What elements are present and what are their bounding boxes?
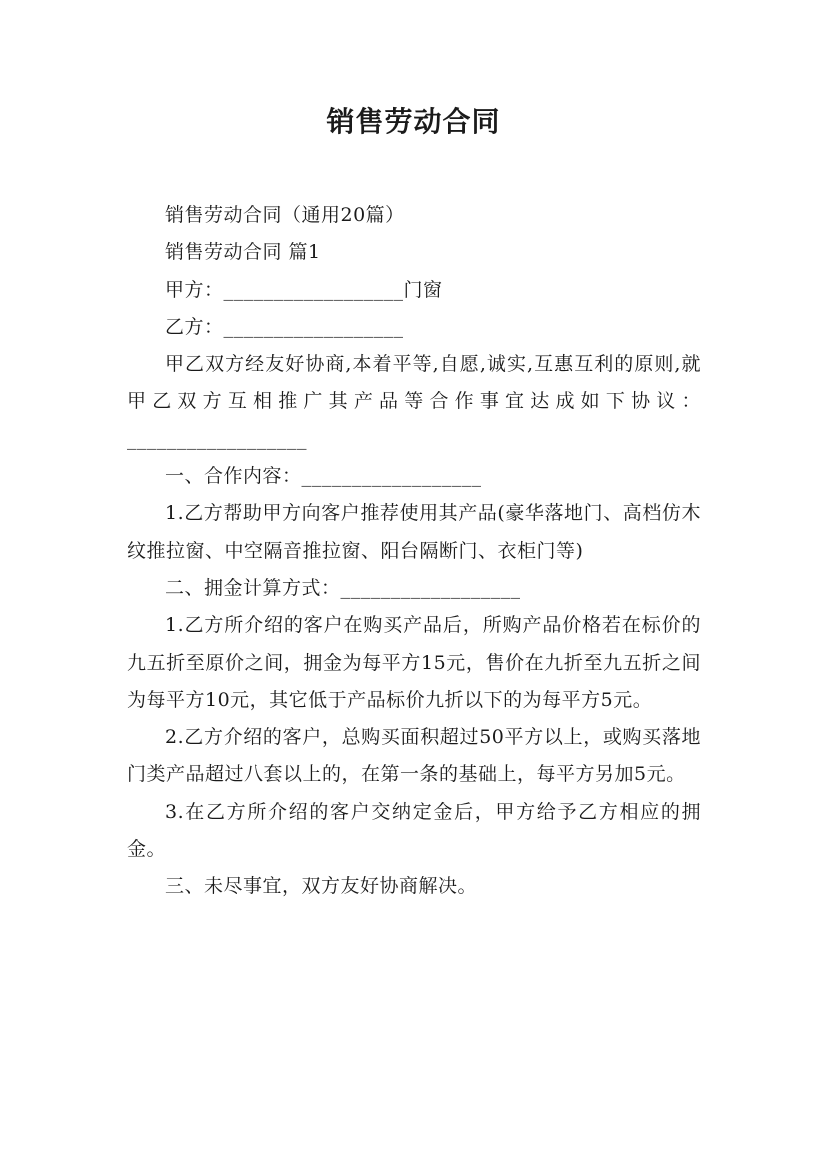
document-body bbox=[127, 197, 701, 906]
paragraph-party-a: 甲方：__________________门窗 bbox=[165, 278, 443, 301]
paragraph-party-b: 乙方：__________________ bbox=[165, 315, 404, 338]
document-title: 销售劳动合同 bbox=[326, 105, 501, 138]
paragraph-cooperation-item-1: 1.乙方帮助甲方向客户推荐使用其产品(豪华落地门、高档仿木纹推拉窗、中空隔音推拉窗、阳台隔断门、衣柜门等) bbox=[127, 502, 701, 562]
paragraph-commission-item-3: 3.在乙方所介绍的客户交纳定金后，甲方给予乙方相应的拥金。 bbox=[127, 800, 701, 861]
paragraph-cooperation-heading: 一、合作内容：__________________ bbox=[165, 465, 482, 488]
paragraph-commission-item-1: 1.乙方所介绍的客户在购买产品后，所购产品价格若在标价的九五折至原价之间，拥金为每平方15元，售价在九折至九五折之间为每平方10元，其它低于产品标价九折以下的为每平方5元。 bbox=[127, 614, 701, 711]
paragraph-subtitle: 销售劳动合同（通用20篇） bbox=[165, 204, 405, 226]
paragraph-preamble: 甲乙双方经友好协商,本着平等,自愿,诚实,互惠互利的原则,就甲乙双方互相推广其产品等合作事宜达成如下协议：__________________ bbox=[127, 353, 701, 450]
paragraph-commission-item-2: 2.乙方介绍的客户，总购买面积超过50平方以上，或购买落地门类产品超过八套以上的，在第一条的基础上，每平方另加5元。 bbox=[127, 726, 701, 786]
paragraph-commission-heading: 二、拥金计算方式：__________________ bbox=[165, 576, 521, 599]
paragraph-other-matters: 三、未尽事宜，双方友好协商解决。 bbox=[165, 875, 478, 898]
paragraph-section-heading: 销售劳动合同 篇1 bbox=[165, 241, 321, 264]
